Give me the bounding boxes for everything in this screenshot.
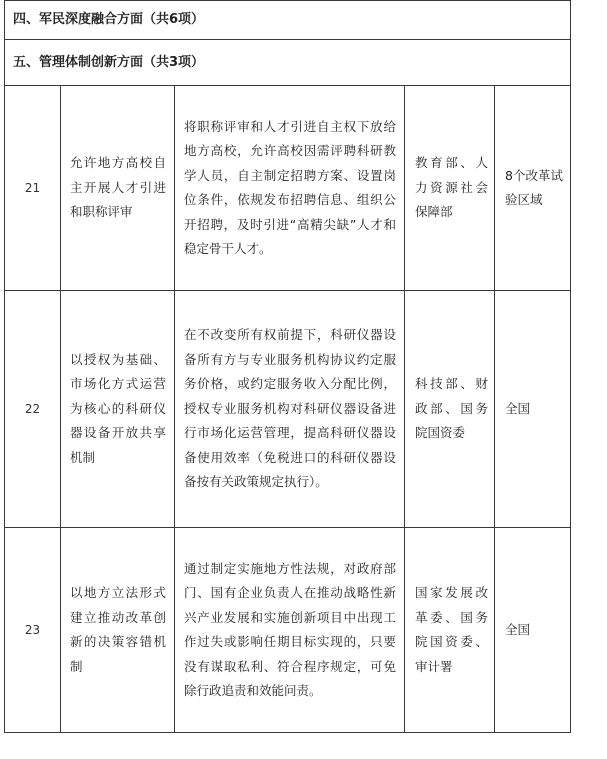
measure-title: 以地方立法形式建立推动改革创新的决策容错机制 bbox=[61, 528, 175, 733]
pilot-scope: 全国 bbox=[495, 528, 571, 733]
measure-title: 以授权为基础、市场化方式运营为核心的科研仪器设备开放共享机制 bbox=[61, 291, 175, 528]
row-number: 23 bbox=[5, 528, 61, 733]
pilot-scope: 8个改革试验区域 bbox=[495, 86, 571, 291]
responsible-departments: 国家发展改革委、国务院国资委、审计署 bbox=[405, 528, 495, 733]
measure-description: 通过制定实施地方性法规，对政府部门、国有企业负责人在推动战略性新兴产业发展和实施创新项目中出现工作过失或影响任期目标实现的，只要没有谋取私利、符合程序规定，可免除行政追责和效能问责。 bbox=[175, 528, 405, 733]
measure-title: 允许地方高校自主开展人才引进和职称评审 bbox=[61, 86, 175, 291]
section-four-heading: 四、军民深度融合方面（共6项） bbox=[5, 1, 571, 40]
section-five-heading: 五、管理体制创新方面（共3项） bbox=[5, 40, 571, 86]
section-header-row bbox=[5, 1, 571, 40]
pilot-scope: 全国 bbox=[495, 291, 571, 528]
row-number: 22 bbox=[5, 291, 61, 528]
row-number: 21 bbox=[5, 86, 61, 291]
responsible-departments: 科技部、财政部、国务院国资委 bbox=[405, 291, 495, 528]
reform-measures-table bbox=[4, 0, 570, 733]
measure-description: 在不改变所有权前提下，科研仪器设备所有方与专业服务机构协议约定服务价格，或约定服务收入分配比例，授权专业服务机构对科研仪器设备进行市场化运营管理，提高科研仪器设备使用效率（免税进口的科研仪器设备按有关政策规定执行）。 bbox=[175, 291, 405, 528]
measures-table bbox=[4, 0, 571, 733]
table-row bbox=[5, 86, 571, 291]
measure-description: 将职称评审和人才引进自主权下放给地方高校，允许高校因需评聘科研教学人员，自主制定招聘方案、设置岗位条件，依规发布招聘信息、组织公开招聘，及时引进“高精尖缺”人才和稳定骨干人才。 bbox=[175, 86, 405, 291]
responsible-departments: 教育部、人力资源社会保障部 bbox=[405, 86, 495, 291]
table-row bbox=[5, 291, 571, 528]
table-row bbox=[5, 528, 571, 733]
section-header-row bbox=[5, 40, 571, 86]
